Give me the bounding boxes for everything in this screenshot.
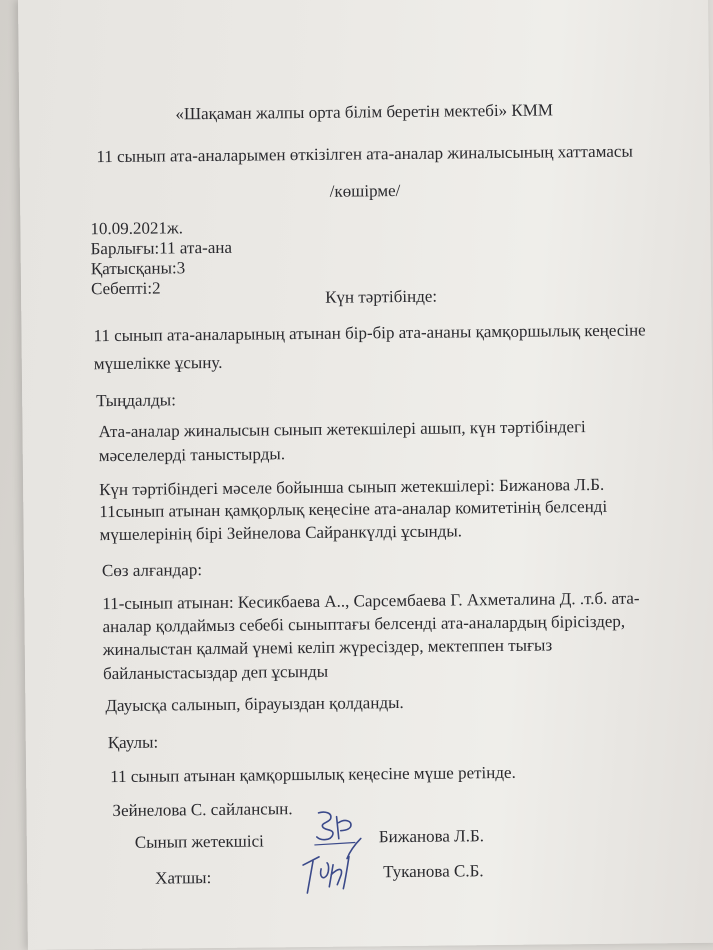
speakers-heading: Сөз алғандар: [101,560,203,581]
total-count: Барлығы:11 ата-ана [90,237,233,259]
agenda-text-line: мүшелікке ұсыну. [93,352,223,374]
speakers-text-line: жиналыстан қалмай үнемі келіп жүресіздер, мектеппен тығыз [102,635,553,660]
teacher-role: Сынып жетекшісі [134,831,264,852]
agenda-heading: Күн тәртібінде: [325,286,438,307]
speakers-text-line: 11-сынып атынан: Кесикбаева А.., Сарсембаева Г. Ахметалина Д. .т.б. ата- [102,588,640,614]
issue-text-line: мүшелерінің бірі Зейнелова Сайранкүлді ұсынды. [99,521,463,545]
decision-heading: Қаулы: [107,732,159,753]
copy-mark: /көшірме/ [329,181,401,201]
secretary-signature [297,834,368,897]
speakers-text-line: байланыстасыздар деп ұсынды [102,661,329,684]
issue-text-line: Күн тәртібіндегі мәселе бойынша сынып жетекшілері: Бижанова Л.Б. [99,474,605,500]
paper-sheet [18,0,713,950]
decision-text-line: 11 сынып атынан қамқоршылық кеңесіне мүше ретінде. [110,762,516,787]
issue-text-line: 11сынып атынан қамқорлық кеңесіне ата-аналар комитетінің белсенді [99,496,608,522]
decision-text-line: Зейнелова С. сайлансын. [112,799,293,821]
agenda-text-line: 11 сынып ата-аналарының атынан бір-бір ата-ананы қамқоршылық кеңесіне [93,320,646,346]
secretary-role: Хатшы: [155,868,212,888]
heard-text-line: Ата-аналар жиналысын сынып жетекшілері ашып, күн тәртібіндегі [98,417,586,442]
present-count: Қатысқаны:3 [90,258,186,279]
speakers-text-line: аналар қолдаймыз себебі сыныптағы белсенді ата-аналардың бірісіздер, [102,611,626,637]
secretary-name: Туканова С.Б. [383,861,484,882]
school-name: «Шақаман жалпы орта білім беретін мектебі» КММ [175,100,554,124]
vote-result: Дауысқа салынып, бірауыздан қолданды. [105,692,404,716]
heard-heading: Тыңдалды: [96,390,176,411]
reason-count: Себепті:2 [90,278,161,299]
document-title: 11 сынып ата-аналарымен өткізілген ата-аналар жиналысының хаттамасы [96,141,633,167]
heard-text-line: мәселелерді таныстырды. [98,444,286,466]
meeting-date: 10.09.2021ж. [90,218,183,239]
teacher-name: Бижанова Л.Б. [378,826,485,847]
